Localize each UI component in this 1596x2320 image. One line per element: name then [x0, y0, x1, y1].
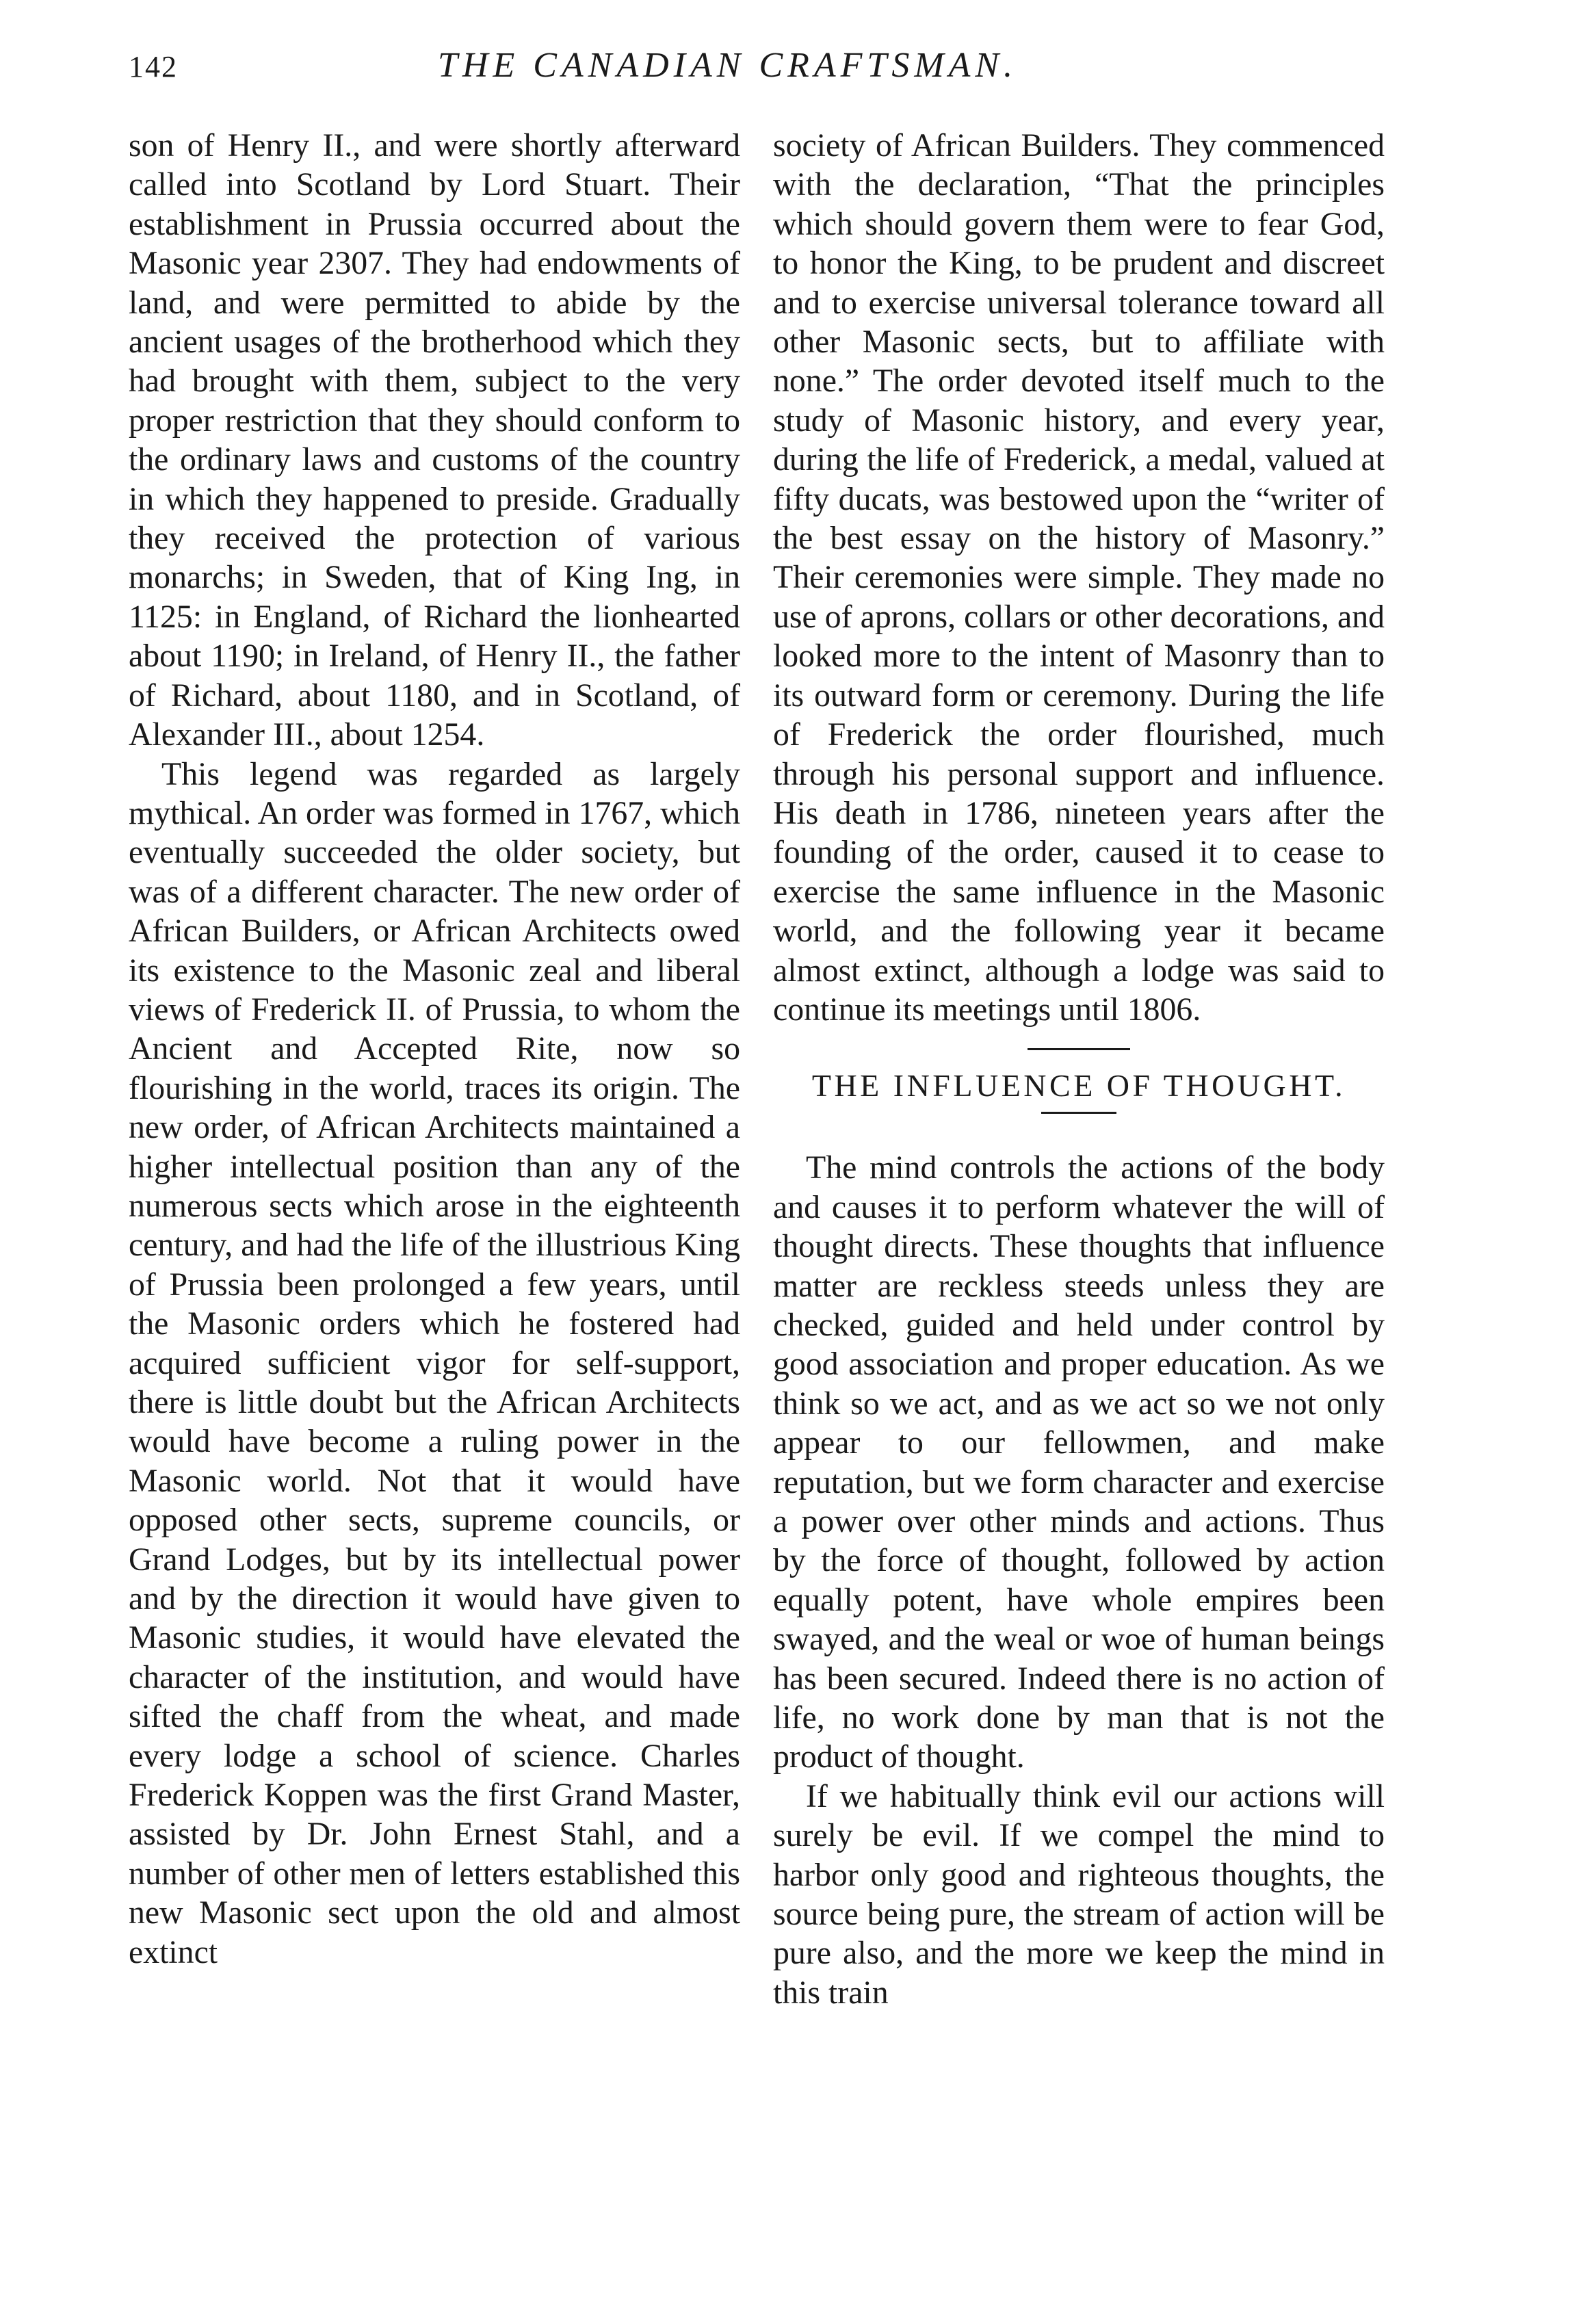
left-column: [129, 126, 740, 1972]
section-divider-bottom: [1041, 1112, 1116, 1114]
right-paragraph-2: The mind controls the actions of the body and causes it to perform whatever the will of thought directs. These thoughts that influence matter are reckless steeds unless they are checked, guided and held under control by good association and proper education. As we think so we act, and as we act so we not only appear to our fellowmen, and make reputation, but we form character and exercise a power over other minds and actions. Thus by the force of thought, followed by action equally potent, have whole empires been swayed, and the weal or woe of human beings has been secured. Indeed there is no action of life, no work done by man that is not the product of thought.: [773, 1149, 1385, 1775]
section-heading: THE INFLUENCE OF THOUGHT.: [811, 1068, 1346, 1104]
right-column: [773, 126, 1385, 2012]
right-paragraph-1: society of African Builders. They commenced with the declaration, “That the principles which should govern them were to fear God, to honor the King, to be prudent and discreet and to exercise universal tolerance toward all other Masonic sects, but to affiliate with none.” The order devoted itself much to the study of Masonic history, and every year, during the life of Frederick, a medal, valued at fifty ducats, was bestowed upon the “writer of the best essay on the history of Masonry.” Their ceremonies were simple. They made no use of aprons, collars or other decorations, and looked more to the intent of Masonry than to its outward form or ceremony. During the life of Frederick the order flourished, much through his personal support and influence. His death in 1786, nineteen years after the founding of the order, caused it to cease to exercise the same influence in the Masonic world, and the following year it became almost extinct, although a lodge was said to continue its meetings until 1806.: [773, 127, 1385, 1028]
left-paragraph-2: This legend was regarded as largely mythical. An order was formed in 1767, which eventually succeeded the older society, but was of a different character. The new order of African Builders, or African Architects owed its existence to the Masonic zeal and liberal views of Frederick II. of Prussia, to whom the Ancient and Accepted Rite, now so flourishing in the world, traces its origin. The new order, of African Architects maintained a higher intellectual position than any of the numerous sects which arose in the eighteenth century, and had the life of the illustrious King of Prussia been prolonged a few years, until the Masonic orders which he fostered had acquired sufficient vigor for self-support, there is little doubt but the African Architects would have become a ruling power in the Masonic world. Not that it would have opposed other sects, supreme councils, or Grand Lodges, but by its intellectual power and by the direction it would have given to Masonic studies, it would have elevated the character of the institution, and would have sifted the chaff from the wheat, and made every lodge a school of science. Charles Frederick Koppen was the first Grand Master, assisted by Dr. John Ernest Stahl, and a number of other men of letters established this new Masonic sect upon the old and almost extinct: [129, 755, 740, 1970]
section-divider-top: [1028, 1048, 1130, 1050]
running-head: THE CANADIAN CRAFTSMAN.: [438, 46, 1018, 85]
page-number: 142: [129, 50, 178, 83]
left-paragraph-1: son of Henry II., and were shortly afterward called into Scotland by Lord Stuart. Their establishment in Prussia occurred about the Masonic year 2307. They had endowments of land, and were permitted to abide by the ancient usages of the brotherhood which they had brought with them, subject to the very proper restriction that they should conform to the ordinary laws and customs of the country in which they happened to preside. Gradually they received the protection of various monarchs; in Sweden, that of King Ing, in 1125: in England, of Richard the lionhearted about 1190; in Ireland, of Henry II., the father of Richard, about 1180, and in Scotland, of Alexander III., about 1254.: [129, 127, 740, 753]
right-paragraph-3: If we habitually think evil our actions will surely be evil. If we compel the mind to harbor only good and righteous thoughts, the source being pure, the stream of action will be pure also, and the more we keep the mind in this train: [773, 1777, 1385, 2011]
